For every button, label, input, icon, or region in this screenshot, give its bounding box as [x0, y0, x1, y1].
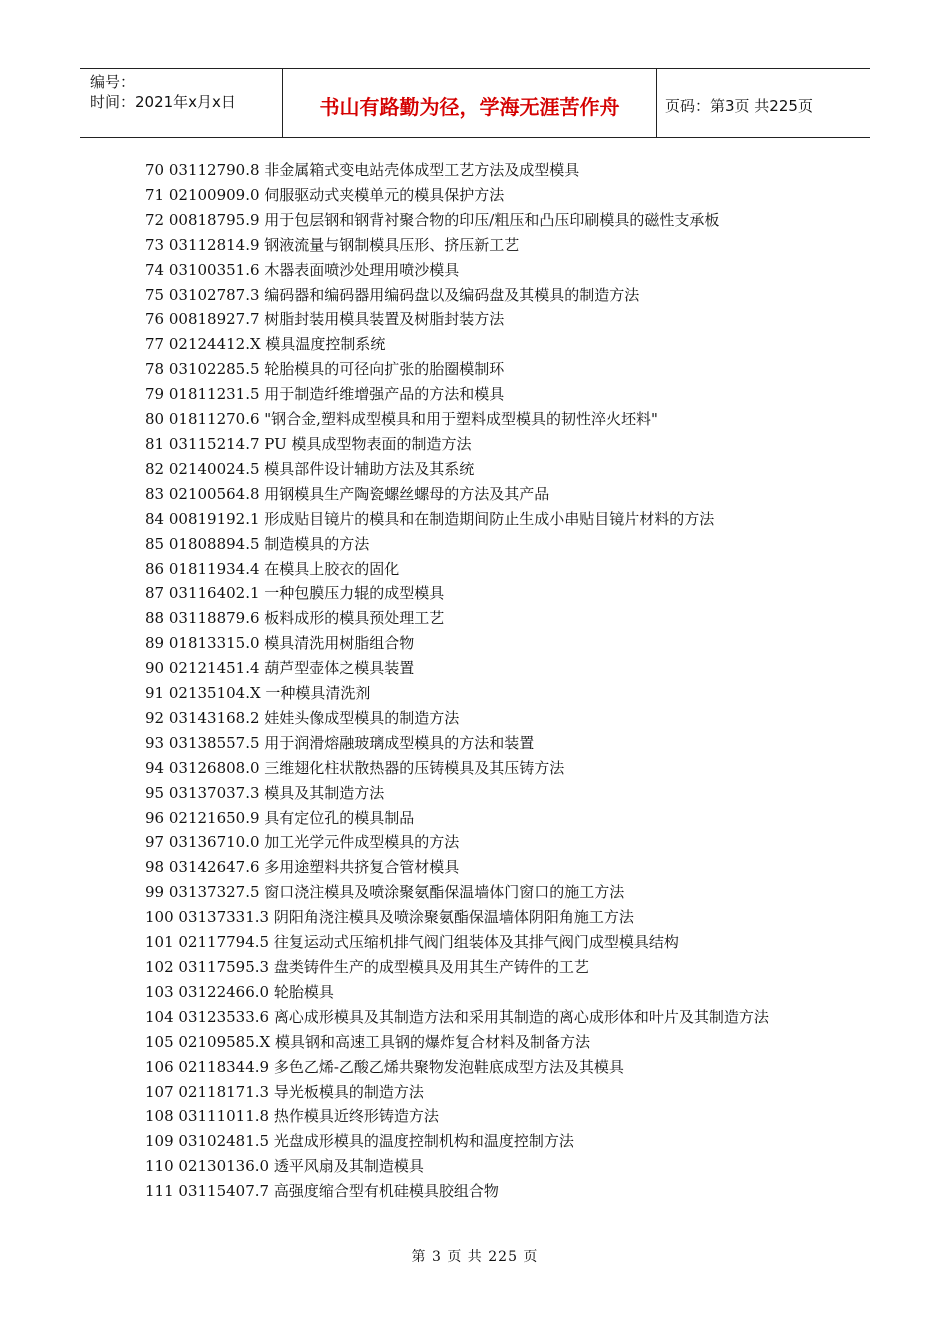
- list-item: 88 03118879.6 板料成形的模具预处理工艺: [145, 609, 445, 628]
- page-header: [80, 68, 870, 138]
- header-meta: [80, 69, 282, 137]
- list-item: 78 03102285.5 轮胎模具的可径向扩张的胎圈模制环: [145, 360, 505, 379]
- list-item: 110 02130136.0 透平风扇及其制造模具: [145, 1157, 424, 1176]
- list-item: 76 00818927.7 树脂封装用模具装置及树脂封装方法: [145, 310, 505, 329]
- list-item: 109 03102481.5 光盘成形模具的温度控制机构和温度控制方法: [145, 1132, 574, 1151]
- list-item: 111 03115407.7 高强度缩合型有机硅模具胶组合物: [145, 1182, 499, 1201]
- list-item: 96 02121650.9 具有定位孔的模具制品: [145, 808, 415, 827]
- list-item: 70 03112790.8 非金属箱式变电站壳体成型工艺方法及成型模具: [145, 161, 580, 179]
- list-item: 108 03111011.8 热作模具近终形铸造方法: [145, 1107, 439, 1126]
- page-footer: 第 3 页 共 225 页: [411, 1249, 539, 1265]
- list-item: 90 02121451.4 葫芦型壶体之模具装置: [145, 659, 415, 678]
- list-item: 101 02117794.5 往复运动式压缩机排气阀门组装体及其排气阀门成型模具结构: [145, 933, 679, 952]
- list-item: 103 03122466.0 轮胎模具: [145, 982, 334, 1001]
- list-item: 107 02118171.3 导光板模具的制造方法: [145, 1082, 424, 1101]
- list-item: 105 02109585.X 模具钢和高速工具钢的爆炸复合材料及制备方法: [145, 1032, 590, 1051]
- header-page-code: 页码：第3页 共225页: [665, 96, 813, 115]
- list-item: 81 03115214.7 PU 模具成型物表面的制造方法: [145, 434, 472, 453]
- list-item: 80 01811270.6 "钢合金,塑料成型模具和用于塑料成型模具的韧性淬火坯料": [145, 410, 658, 429]
- list-item: 93 03138557.5 用于润滑熔融玻璃成型模具的方法和装置: [145, 733, 535, 752]
- list-item: 106 02118344.9 多色乙烯-乙酸乙烯共聚物发泡鞋底成型方法及其模具: [145, 1057, 624, 1076]
- list-item: 82 02140024.5 模具部件设计辅助方法及其系统: [145, 459, 475, 478]
- list-item: 87 03116402.1 一种包膜压力辊的成型模具: [145, 584, 445, 603]
- list-item: 74 03100351.6 木器表面喷沙处理用喷沙模具: [145, 260, 460, 279]
- header-motto: 书山有路勤为径，学海无涯苦作舟: [282, 69, 657, 137]
- list-item: 100 03137331.3 阴阳角浇注模具及喷涂聚氨酯保温墙体阴阳角施工方法: [145, 908, 634, 927]
- document-time: 时间：2021年x月x日: [90, 93, 236, 111]
- list-item: 71 02100909.0 伺服驱动式夹模单元的模具保护方法: [145, 185, 505, 204]
- list-item: 91 02135104.X 一种模具清洗剂: [145, 684, 371, 703]
- list-item: 79 01811231.5 用于制造纤维增强产品的方法和模具: [145, 385, 505, 404]
- list-item: 95 03137037.3 模具及其制造方法: [145, 783, 385, 802]
- list-item: 98 03142647.6 多用途塑料共挤复合管材模具: [145, 858, 460, 877]
- list-item: 85 01808894.5 制造模具的方法: [145, 534, 370, 553]
- list-item: 97 03136710.0 加工光学元件成型模具的方法: [145, 833, 460, 852]
- list-item: 89 01813315.0 模具清洗用树脂组合物: [145, 634, 415, 653]
- list-item: 84 00819192.1 形成贴目镜片的模具和在制造期间防止生成小串贴目镜片材料的方法: [145, 509, 715, 528]
- list-item: 72 00818795.9 用于包层钢和钢背衬聚合物的印压/粗压和凸压印刷模具的磁性支承板: [145, 210, 720, 229]
- list-item: 86 01811934.4 在模具上胶衣的固化: [145, 559, 400, 578]
- list-item: 77 02124412.X 模具温度控制系统: [145, 335, 386, 354]
- patent-list: [145, 158, 815, 1204]
- list-item: 104 03123533.6 离心成形模具及其制造方法和采用其制造的离心成形体和叶片及其制造方法: [145, 1007, 769, 1026]
- list-item: 94 03126808.0 三维翅化柱状散热器的压铸模具及其压铸方法: [145, 758, 565, 777]
- document-number-label: 编号：: [90, 73, 136, 91]
- list-item: 73 03112814.9 钢液流量与钢制模具压形、挤压新工艺: [145, 235, 520, 254]
- list-item: 83 02100564.8 用钢模具生产陶瓷螺丝螺母的方法及其产品: [145, 484, 550, 503]
- list-item: 99 03137327.5 窗口浇注模具及喷涂聚氨酯保温墙体门窗口的施工方法: [145, 883, 625, 902]
- list-item: 75 03102787.3 编码器和编码器用编码盘以及编码盘及其模具的制造方法: [145, 285, 640, 304]
- list-item: 102 03117595.3 盘类铸件生产的成型模具及用其生产铸件的工艺: [145, 958, 589, 976]
- list-item: 92 03143168.2 娃娃头像成型模具的制造方法: [145, 708, 460, 727]
